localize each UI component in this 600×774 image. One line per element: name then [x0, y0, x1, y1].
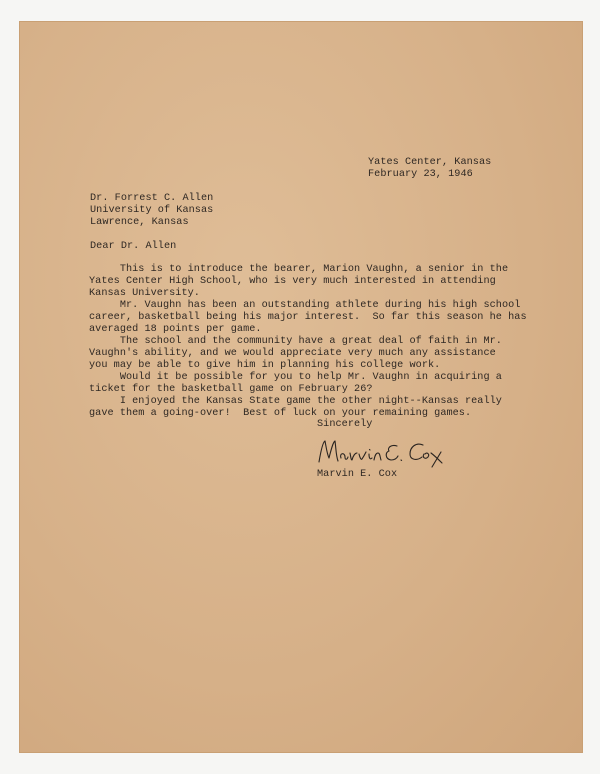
body-line: This is to introduce the bearer, Marion Vaughn, a senior in the: [89, 264, 509, 275]
closing: Sincerely: [317, 419, 373, 430]
recipient-institution: University of Kansas: [90, 205, 214, 216]
handwritten-signature: [317, 436, 447, 468]
body-line: ticket for the basketball game on February 26?: [89, 384, 373, 395]
body-line: I enjoyed the Kansas State game the other night--Kansas really: [89, 396, 502, 407]
body-line: Would it be possible for you to help Mr. Vaughn in acquiring a: [89, 372, 502, 383]
body-line: averaged 18 points per game.: [89, 324, 262, 335]
body-line: you may be able to give him in planning his college work.: [89, 360, 441, 371]
body-line: Kansas University.: [89, 288, 200, 299]
body-line: Vaughn's ability, and we would appreciate very much any assistance: [89, 348, 496, 359]
signer-name: Marvin E. Cox: [317, 469, 398, 480]
recipient-city: Lawrence, Kansas: [90, 217, 189, 228]
body-line: gave them a going-over! Best of luck on your remaining games.: [89, 408, 472, 419]
body-line: career, basketball being his major interest. So far this season he has: [89, 312, 527, 323]
body-line: The school and the community have a great deal of faith in Mr.: [89, 336, 502, 347]
recipient-name: Dr. Forrest C. Allen: [90, 193, 214, 204]
salutation: Dear Dr. Allen: [90, 241, 177, 252]
body-line: Yates Center High School, who is very much interested in attending: [89, 276, 496, 287]
letter-date: February 23, 1946: [368, 169, 473, 180]
letter-place: Yates Center, Kansas: [368, 157, 492, 168]
body-line: Mr. Vaughn has been an outstanding athlete during his high school: [89, 300, 521, 311]
